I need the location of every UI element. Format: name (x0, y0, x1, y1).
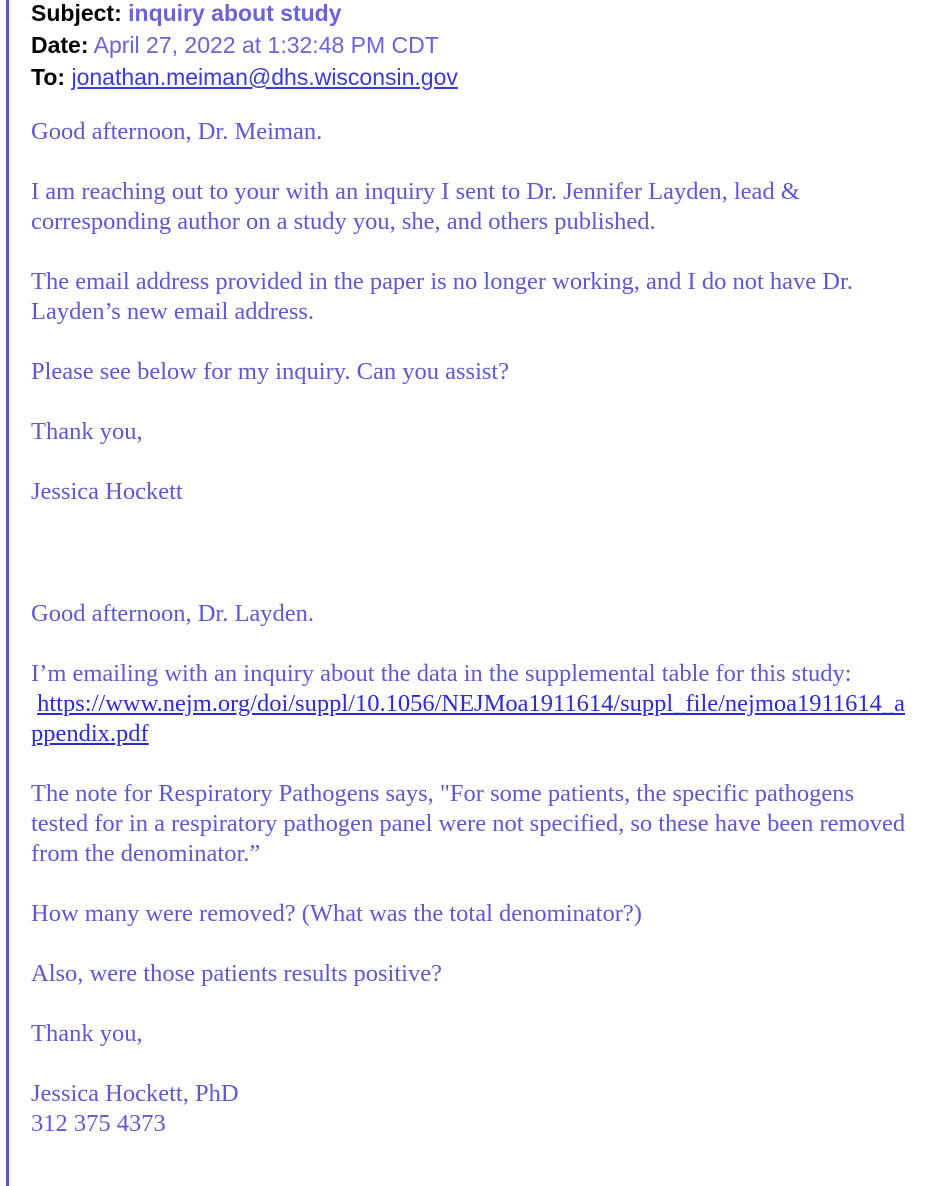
date-row (31, 29, 458, 61)
forwarded-paragraph-4: Also, were those patients results positive? (31, 960, 442, 987)
section-spacer (31, 537, 911, 599)
email-header (31, 0, 458, 93)
forwarded-signature: Jessica Hockett, PhD (31, 1080, 239, 1107)
forwarded-paragraph-1-text: I’m emailing with an inquiry about the data in the supplemental table for this study: (31, 660, 852, 687)
forwarded-paragraph-3: How many were removed? (What was the total denominator?) (31, 900, 642, 927)
body-paragraph-2: The email address provided in the paper is no longer working, and I do not have Dr. Layden’s new email address. (31, 268, 853, 325)
forwarded-signoff: Thank you, (31, 1020, 143, 1047)
subject-value: inquiry about study (128, 0, 342, 26)
forwarded-paragraph-1 (31, 659, 911, 749)
email-body (31, 117, 911, 1139)
date-label: Date: (31, 32, 89, 58)
greeting: Good afternoon, Dr. Meiman. (31, 118, 323, 145)
body-paragraph-3: Please see below for my inquiry. Can you assist? (31, 358, 510, 385)
phone-number: 312 375 4373 (31, 1110, 166, 1137)
forwarded-greeting: Good afternoon, Dr. Layden. (31, 600, 315, 627)
subject-row (31, 0, 458, 29)
signature: Jessica Hockett (31, 478, 183, 505)
quote-bar (6, 0, 9, 1186)
to-row (31, 61, 458, 93)
body-paragraph-1: I am reaching out to your with an inquiry I sent to Dr. Jennifer Layden, lead & corresponding author on a study you, she, and others published. (31, 178, 800, 235)
appendix-link[interactable]: https://www.nejm.org/doi/suppl/10.1056/NEJMoa1911614/suppl_file/nejmoa1911614_appendix.pdf (31, 690, 906, 747)
forwarded-paragraph-2: The note for Respiratory Pathogens says, "For some patients, the specific pathogens tested for in a respiratory pathogen panel were not specified, so these have been removed from the denominator.” (31, 780, 906, 867)
to-label: To: (31, 64, 66, 90)
date-value: April 27, 2022 at 1:32:48 PM CDT (93, 32, 439, 58)
recipient-email-link[interactable]: jonathan.meiman@dhs.wisconsin.gov (71, 64, 458, 90)
subject-label: Subject: (31, 0, 122, 26)
signoff: Thank you, (31, 418, 143, 445)
